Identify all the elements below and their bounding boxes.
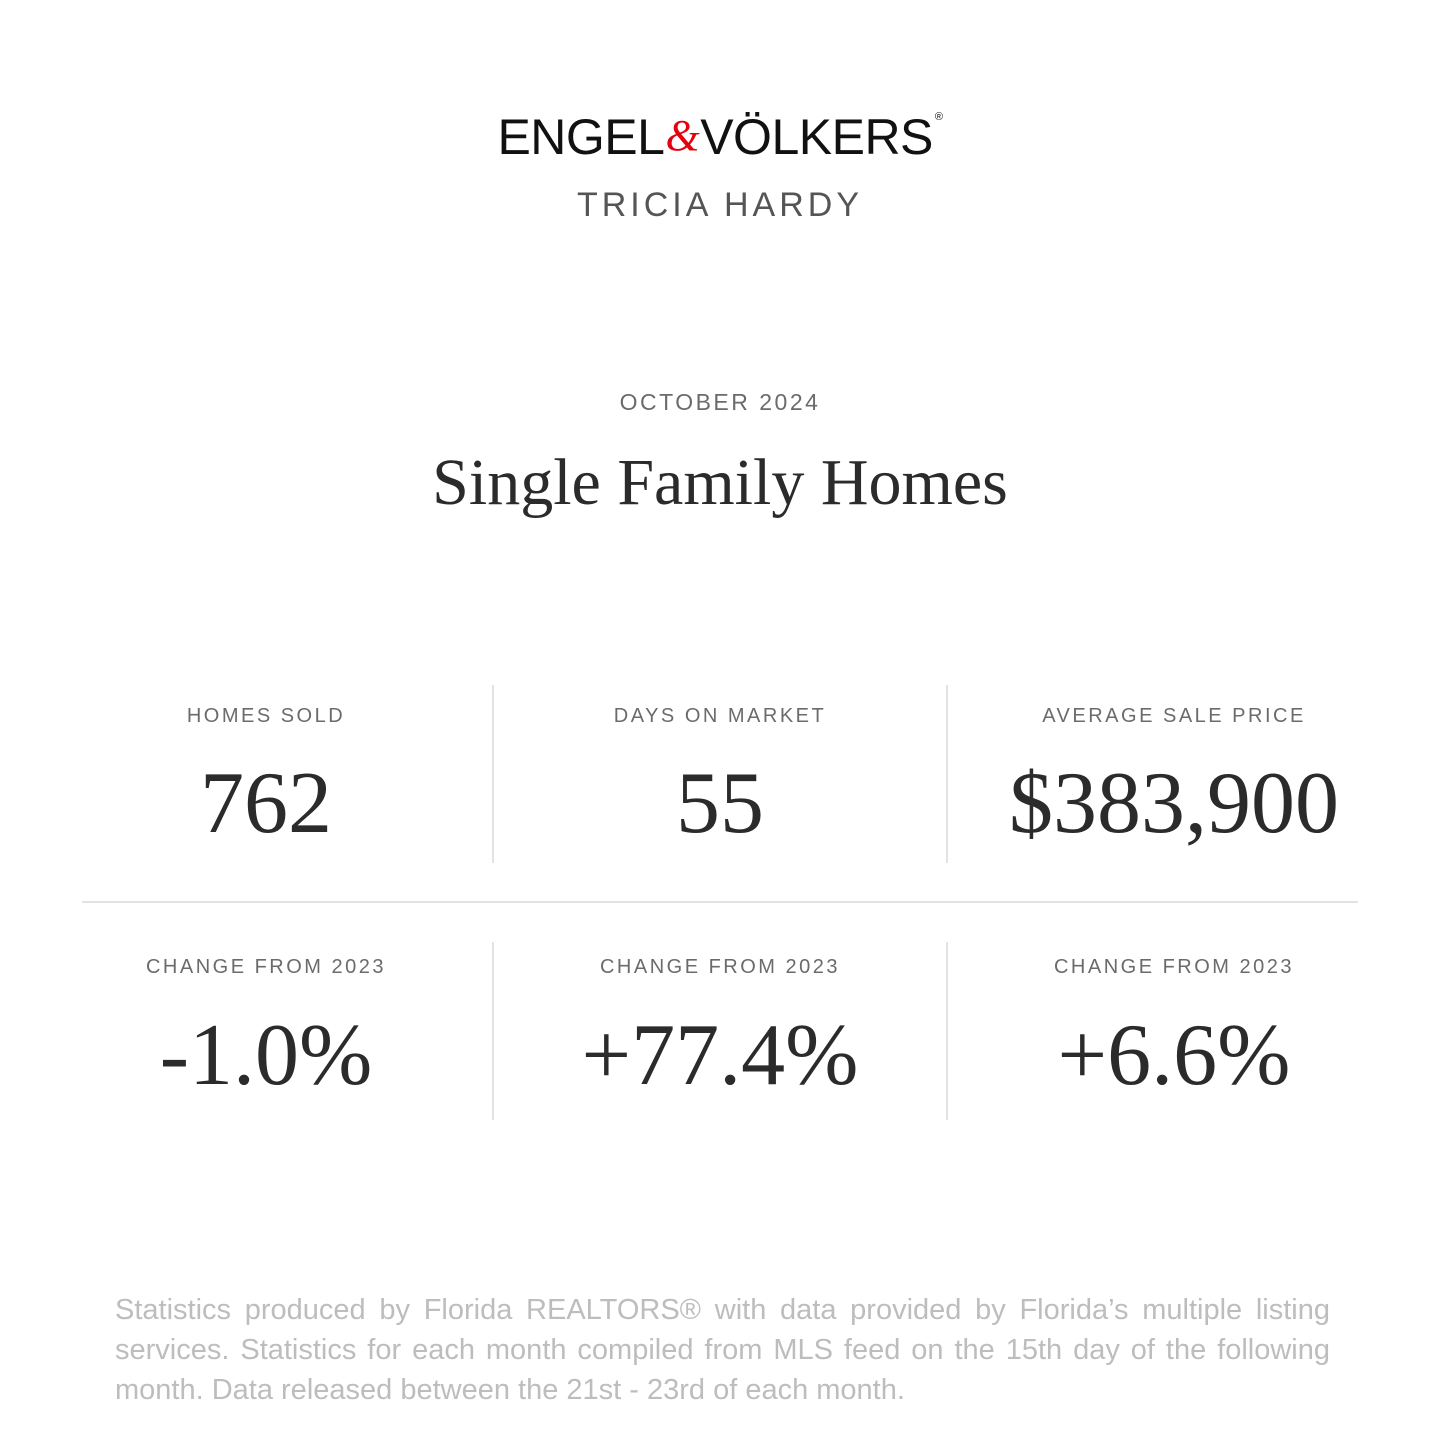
days-on-market-change-label: CHANGE FROM 2023: [599, 956, 841, 978]
days-on-market-value: 55: [676, 755, 764, 852]
brand-logo: [0, 109, 1440, 165]
average-sale-price-change-label: CHANGE FROM 2023: [1053, 956, 1295, 978]
report-period: OCTOBER 2024: [619, 389, 821, 415]
homes-sold-label: HOMES SOLD: [186, 705, 346, 727]
logo-text-right: VÖLKERS: [700, 109, 933, 165]
logo-text-left: ENGEL: [497, 109, 665, 165]
days-on-market-change-value: +77.4%: [581, 1007, 859, 1104]
average-sale-price-label: AVERAGE SALE PRICE: [1042, 705, 1306, 727]
average-sale-price-value: $383,900: [1009, 755, 1339, 852]
agent-name: TRICIA HARDY: [576, 186, 864, 224]
row-divider: [82, 901, 1358, 903]
column-divider: [946, 685, 948, 863]
disclaimer-text: Statistics produced by Florida REALTORS® with data provided by Florida’s multiple listing services. Statistics for each month compiled from MLS feed on the 15th day of the following month. Data released between the 21st - 23rd of each month.: [115, 1294, 1330, 1406]
logo-registered-mark: ®: [934, 111, 943, 123]
report-title: Single Family Homes: [432, 446, 1008, 519]
homes-sold-value: 762: [200, 755, 332, 852]
homes-sold-change-value: -1.0%: [159, 1007, 373, 1104]
homes-sold-change-label: CHANGE FROM 2023: [145, 956, 387, 978]
average-sale-price-change-value: +6.6%: [1057, 1007, 1291, 1104]
logo-ampersand: &: [665, 111, 700, 160]
column-divider: [492, 685, 494, 863]
days-on-market-label: DAYS ON MARKET: [613, 705, 827, 727]
